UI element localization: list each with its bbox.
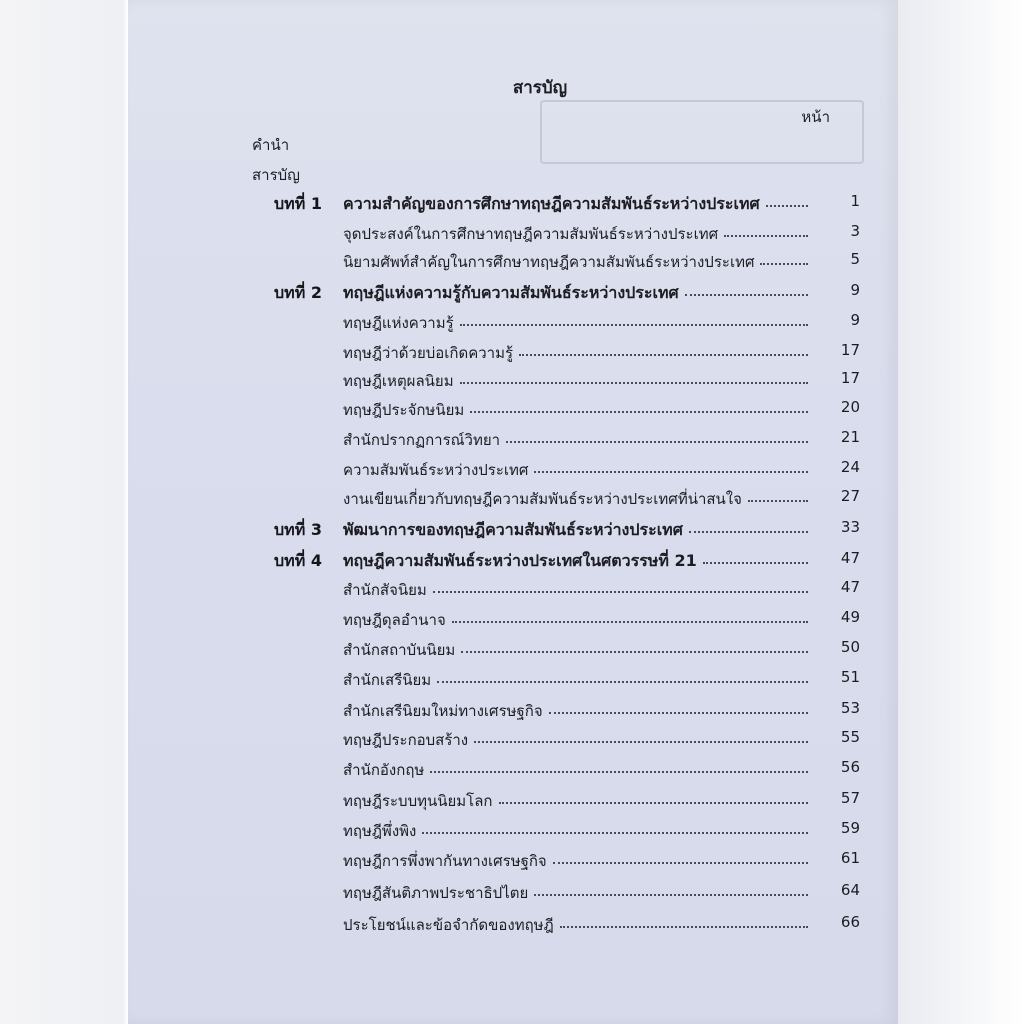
page-number: 9 <box>850 281 860 299</box>
toc-section-row <box>0 578 1024 602</box>
dot-leader <box>724 235 808 237</box>
toc-section-row <box>0 728 1024 752</box>
toc-section-row <box>0 428 1024 452</box>
page-number: 21 <box>840 428 860 446</box>
page-number: 49 <box>840 608 860 626</box>
dot-leader <box>437 681 808 683</box>
page-number: 3 <box>850 222 860 240</box>
page-number: 17 <box>840 341 860 359</box>
chapter-label: บทที่ 2 <box>274 283 322 302</box>
entry-title: ทฤษฎีแห่งความรู้กับความสัมพันธ์ระหว่างประเทศ <box>343 283 679 302</box>
page-number: 55 <box>840 728 860 746</box>
page-number: 47 <box>840 549 860 567</box>
toc-section-row <box>0 668 1024 692</box>
page-number: 17 <box>840 369 860 387</box>
entry-title: ทฤษฎีการพึ่งพากันทางเศรษฐกิจ <box>343 852 547 870</box>
entry-title: สำนักปรากฏการณ์วิทยา <box>343 431 501 449</box>
page-number: 64 <box>840 881 860 899</box>
toc-section-row <box>0 758 1024 782</box>
entry-title: สำนักเสรีนิยม <box>343 671 432 689</box>
toc-section-row <box>0 250 1024 274</box>
dot-leader <box>461 651 808 653</box>
page-number: 61 <box>840 849 860 867</box>
toc-chapter-row <box>0 281 1024 305</box>
toc-section-row <box>0 789 1024 813</box>
entry-title: สำนักเสรีนิยมใหม่ทางเศรษฐกิจ <box>343 702 543 720</box>
page-number: 59 <box>840 819 860 837</box>
toc-section-row <box>0 608 1024 632</box>
dot-leader <box>534 471 808 473</box>
page-number: 57 <box>840 789 860 807</box>
entry-title: ความสำคัญของการศึกษาทฤษฎีความสัมพันธ์ระหว่างประเทศ <box>343 194 760 213</box>
dot-leader <box>430 771 808 773</box>
entry-title: ทฤษฎีสันติภาพประชาธิปไตย <box>343 884 529 902</box>
page-number: 66 <box>840 913 860 931</box>
dot-leader <box>422 832 808 834</box>
dot-leader <box>560 926 808 928</box>
dot-leader <box>703 562 808 564</box>
page-number: 33 <box>840 518 860 536</box>
toc-section-row <box>0 849 1024 873</box>
toc-section-row <box>0 638 1024 662</box>
dot-leader <box>534 894 808 896</box>
toc-section-row <box>0 341 1024 365</box>
entry-title: ความสัมพันธ์ระหว่างประเทศ <box>343 461 529 479</box>
dot-leader <box>499 802 808 804</box>
toc-section-row <box>0 311 1024 335</box>
entry-title: สำนักสัจนิยม <box>343 581 427 599</box>
toc-section-row <box>0 881 1024 905</box>
dot-leader <box>474 741 808 743</box>
entry-title: พัฒนาการของทฤษฎีความสัมพันธ์ระหว่างประเทศ <box>343 520 683 539</box>
page-number: 56 <box>840 758 860 776</box>
chapter-label: บทที่ 1 <box>274 194 322 213</box>
page-number: 9 <box>850 311 860 329</box>
dot-leader <box>460 324 808 326</box>
entry-title: ประโยชน์และข้อจำกัดของทฤษฎี <box>343 916 554 934</box>
dot-leader <box>460 382 808 384</box>
dot-leader <box>433 591 808 593</box>
toc-section-row <box>0 398 1024 422</box>
dot-leader <box>519 354 808 356</box>
entry-title: สำนักอังกฤษ <box>343 761 425 779</box>
toc-section-row <box>0 913 1024 937</box>
toc-title: สารบัญ <box>512 78 568 98</box>
dot-leader <box>506 441 808 443</box>
dot-leader <box>685 294 808 296</box>
entry-title: นิยามศัพท์สำคัญในการศึกษาทฤษฎีความสัมพันธ์ระหว่างประเทศ <box>343 253 755 271</box>
chapter-label: บทที่ 3 <box>274 520 322 539</box>
dot-leader <box>452 621 808 623</box>
entry-title: จุดประสงค์ในการศึกษาทฤษฎีความสัมพันธ์ระหว่างประเทศ <box>343 225 719 243</box>
dot-leader <box>760 263 808 265</box>
entry-title: ทฤษฎีระบบทุนนิยมโลก <box>343 792 493 810</box>
dot-leader <box>549 712 808 714</box>
page-number: 5 <box>850 250 860 268</box>
page-number: 50 <box>840 638 860 656</box>
front-matter-contents: สารบัญ <box>252 166 300 184</box>
page-number: 53 <box>840 699 860 717</box>
toc-chapter-row <box>0 192 1024 216</box>
entry-title: ทฤษฎีว่าด้วยบ่อเกิดความรู้ <box>343 344 514 362</box>
front-matter-preface: คำนำ <box>252 136 290 154</box>
page-number: 51 <box>840 668 860 686</box>
page-number: 24 <box>840 458 860 476</box>
entry-title: ทฤษฎีดุลอำนาจ <box>343 611 446 629</box>
dot-leader <box>470 411 808 413</box>
entry-title: ทฤษฎีความสัมพันธ์ระหว่างประเทศในศตวรรษที่ 21 <box>343 551 697 570</box>
dot-leader <box>553 862 808 864</box>
toc-section-row <box>0 369 1024 393</box>
toc-chapter-row <box>0 549 1024 573</box>
page-number: 47 <box>840 578 860 596</box>
dot-leader <box>689 531 808 533</box>
entry-title: ทฤษฎีพึ่งพิง <box>343 822 417 840</box>
entry-title: ทฤษฎีเหตุผลนิยม <box>343 372 454 390</box>
toc-section-row <box>0 819 1024 843</box>
chapter-label: บทที่ 4 <box>274 551 322 570</box>
entry-title: ทฤษฎีแห่งความรู้ <box>343 314 454 332</box>
toc-section-row <box>0 487 1024 511</box>
entry-title: สำนักสถาบันนิยม <box>343 641 456 659</box>
toc-section-row <box>0 458 1024 482</box>
page-number: 20 <box>840 398 860 416</box>
dot-leader <box>766 205 808 207</box>
entry-title: ทฤษฎีประกอบสร้าง <box>343 731 469 749</box>
toc-chapter-row <box>0 518 1024 542</box>
page-number: 27 <box>840 487 860 505</box>
page-column-header: หน้า <box>801 108 830 126</box>
toc-section-row <box>0 222 1024 246</box>
page-number: 1 <box>850 192 860 210</box>
toc-section-row <box>0 699 1024 723</box>
dot-leader <box>748 500 808 502</box>
entry-title: งานเขียนเกี่ยวกับทฤษฎีความสัมพันธ์ระหว่างประเทศที่น่าสนใจ <box>343 490 742 508</box>
entry-title: ทฤษฎีประจักษนิยม <box>343 401 465 419</box>
